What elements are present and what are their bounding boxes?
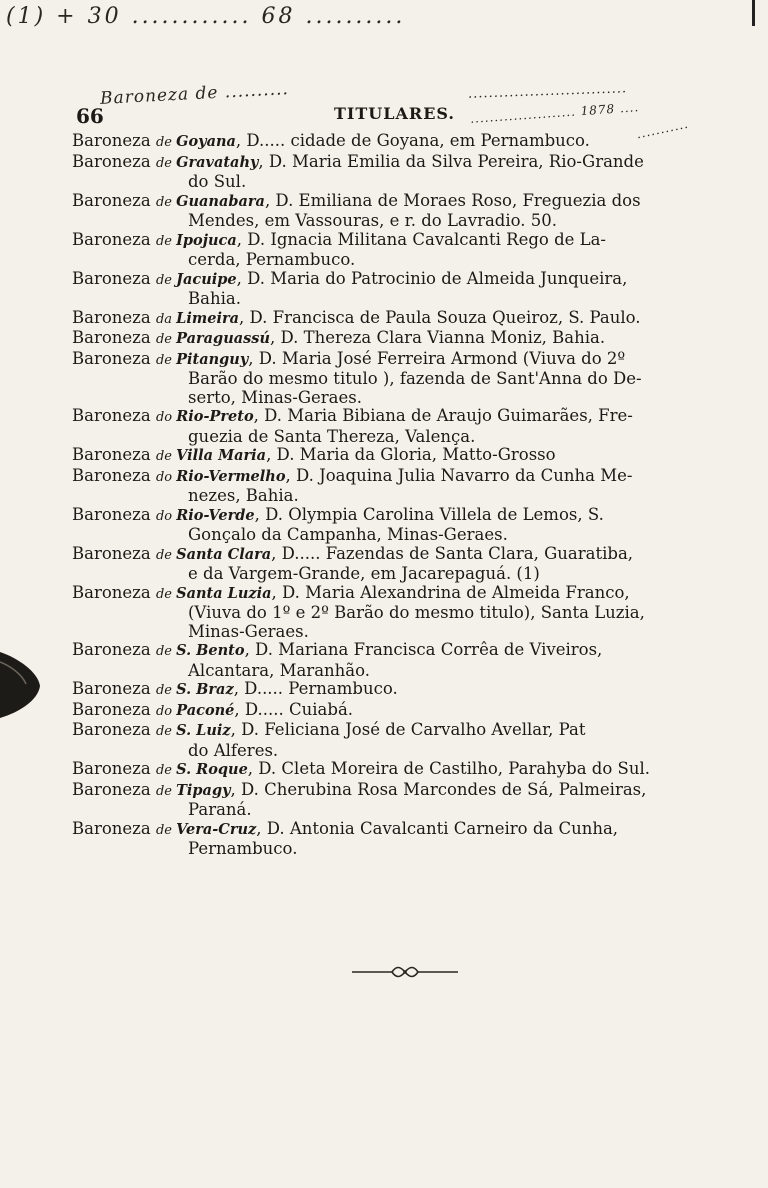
title-entry	[72, 192, 732, 231]
entry-title-name: Tipagy	[176, 781, 231, 799]
entry-text: , D. Ignacia Militana Cavalcanti Rego de La-	[236, 229, 607, 249]
entry-rank: Baroneza	[72, 268, 156, 288]
entry-title-name: Paconé	[176, 701, 235, 719]
title-entry	[72, 270, 732, 309]
entry-preposition: de	[155, 763, 177, 778]
title-entry	[72, 446, 732, 467]
entry-preposition: de	[155, 822, 177, 838]
entry-text: , D. Maria Emilia da Silva Pereira, Rio-Grande	[258, 151, 644, 171]
entry-rank: Baroneza	[72, 582, 156, 602]
entry-title-name: Paraguassú	[176, 330, 270, 347]
entry-text-continuation: Bahia.	[188, 289, 241, 308]
entry-title-name: S. Luiz	[176, 722, 231, 739]
title-entry	[72, 407, 732, 446]
running-head: TITULARES.	[334, 104, 455, 123]
title-entry	[72, 584, 732, 642]
entry-preposition: de	[155, 547, 177, 563]
entry-title-name: Jacuipe	[176, 270, 237, 288]
entry-text-continuation: Paraná.	[188, 800, 252, 819]
entry-preposition: de	[155, 194, 177, 210]
entry-title-name: Santa Luzia	[176, 584, 272, 602]
entry-title-name: Gravatahy	[176, 153, 259, 171]
entry-text-continuation: cerda, Pernambuco.	[188, 250, 356, 269]
entry-text-continuation: Gonçalo da Campanha, Minas-Geraes.	[188, 525, 508, 544]
entry-text-continuation: Barão do mesmo titulo ), fazenda de Sant'Anna do De-	[188, 369, 642, 388]
title-entry	[72, 350, 732, 408]
entry-text: , D. Joaquina Julia Navarro da Cunha Me-	[285, 465, 633, 485]
entry-title-name: S. Braz	[176, 681, 234, 698]
title-entry	[72, 309, 732, 330]
title-entry	[72, 153, 732, 192]
entry-preposition: de	[155, 449, 177, 464]
entry-title-name: Ipojuca	[176, 231, 237, 249]
title-entry	[72, 781, 732, 820]
entry-title-name: Santa Clara	[176, 545, 272, 563]
handwritten-note-header-right: ...............................	[467, 81, 628, 102]
entry-title-name: S. Bento	[176, 642, 245, 659]
entry-text: , D. Maria José Ferreira Armond (Viuva do 2º	[248, 348, 626, 368]
entry-title-name: Pitanguy	[176, 350, 249, 368]
entry-text: , D. Olympia Carolina Villela de Lemos, S.	[254, 504, 604, 524]
title-entries-list	[72, 132, 732, 859]
entry-preposition: do	[155, 469, 177, 485]
entry-text: , D. Cherubina Rosa Marcondes de Sá, Palmeiras,	[230, 779, 647, 799]
entry-rank: Baroneza	[72, 348, 156, 368]
entry-text-continuation: do Sul.	[188, 172, 247, 191]
entry-preposition: do	[155, 410, 177, 425]
entry-text: , D. Emiliana de Moraes Roso, Freguezia dos	[264, 190, 641, 210]
entry-preposition: de	[155, 155, 177, 171]
entry-title-name: Guanabara	[176, 192, 265, 210]
entry-text-continuation: guezia de Santa Thereza, Valença.	[188, 426, 476, 446]
entry-title-name: Rio-Preto	[176, 408, 254, 425]
entry-title-name: Vera-Cruz	[176, 820, 257, 838]
entry-title-name: S. Roque	[176, 761, 248, 778]
entry-text: , D. Cleta Moreira de Castilho, Parahyba do Sul.	[247, 759, 650, 778]
entry-text: , D..... Cuiabá.	[234, 699, 354, 719]
entry-text-continuation: serto, Minas-Geraes.	[188, 387, 362, 407]
entry-rank: Baroneza	[72, 445, 156, 464]
entry-text: , D. Maria da Gloria, Matto-Grosso	[266, 445, 556, 464]
entry-rank: Baroneza	[72, 307, 156, 327]
entry-rank: Baroneza	[72, 699, 156, 719]
entry-title-name: Rio-Verde	[176, 506, 255, 524]
entry-rank: Baroneza	[72, 229, 156, 249]
entry-rank: Baroneza	[72, 406, 156, 425]
entry-rank: Baroneza	[72, 151, 156, 171]
handwritten-note-header-right-2: ...................... 1878 ....	[469, 100, 640, 126]
entry-text: , D. Francisca de Paula Souza Queiroz, S. Paulo.	[239, 307, 641, 327]
entry-title-name: Goyana	[176, 133, 236, 150]
entry-title-name: Limeira	[176, 309, 239, 327]
entry-preposition: de	[155, 233, 177, 249]
title-entry	[72, 701, 732, 722]
entry-rank: Baroneza	[72, 818, 156, 838]
title-entry	[72, 680, 732, 701]
entry-rank: Baroneza	[72, 190, 156, 210]
entry-preposition: do	[155, 703, 177, 719]
entry-preposition: de	[155, 586, 177, 602]
title-entry	[72, 231, 732, 270]
title-entry	[72, 760, 732, 781]
entry-preposition: de	[155, 724, 177, 739]
entry-preposition: do	[155, 508, 177, 524]
entry-rank: Baroneza	[72, 131, 156, 150]
entry-title-name: Villa Maria	[176, 447, 267, 464]
entry-rank: Baroneza	[72, 720, 156, 739]
page-number: 66	[76, 104, 104, 128]
entry-rank: Baroneza	[72, 679, 156, 698]
entry-text: , D. Maria do Patrocinio de Almeida Junqueira,	[236, 268, 628, 288]
entry-text-continuation: Pernambuco.	[188, 839, 298, 858]
entry-preposition: de	[155, 644, 177, 659]
entry-text: , D. Antonia Cavalcanti Carneiro da Cunha,	[256, 818, 619, 838]
entry-text: , D..... Pernambuco.	[233, 679, 398, 698]
handwritten-note-top: (1) + 30 ............ 68 ..........	[6, 4, 406, 29]
title-entry	[72, 506, 732, 545]
title-entry	[72, 545, 732, 584]
entry-text-continuation: Alcantara, Maranhão.	[188, 660, 371, 680]
entry-text: , D..... cidade de Goyana, em Pernambuco.	[235, 131, 590, 150]
entry-text-continuation: nezes, Bahia.	[188, 486, 299, 505]
entry-text: , D. Mariana Francisca Corrêa de Viveiros,	[244, 640, 603, 659]
entry-text: , D. Maria Bibiana de Araujo Guimarães, Fre-	[253, 406, 633, 425]
page-edge-mark	[752, 0, 755, 26]
entry-text: , D. Maria Alexandrina de Almeida Franco,	[271, 582, 630, 602]
title-entry	[72, 820, 732, 859]
entry-rank: Baroneza	[72, 328, 156, 347]
title-entry	[72, 721, 732, 760]
binding-shadow	[0, 648, 42, 720]
title-entry	[72, 329, 732, 350]
entry-preposition: da	[155, 311, 177, 327]
handwritten-note-header-right-3: ...........	[635, 116, 690, 142]
entry-preposition: de	[155, 683, 177, 698]
end-ornament-icon	[350, 964, 460, 980]
handwritten-note-header-left: Baroneza de ..........	[99, 79, 290, 109]
title-entry	[72, 467, 732, 506]
entry-preposition: de	[155, 135, 177, 150]
entry-preposition: de	[155, 332, 177, 347]
entry-rank: Baroneza	[72, 759, 156, 778]
entry-title-name: Rio-Vermelho	[176, 467, 286, 485]
entry-text-continuation: e da Vargem-Grande, em Jacarepaguá. (1)	[188, 564, 540, 583]
entry-text-continuation: Mendes, em Vassouras, e r. do Lavradio. 50.	[188, 211, 558, 230]
entry-text-continuation: do Alferes.	[188, 740, 279, 760]
entry-rank: Baroneza	[72, 465, 156, 485]
entry-text-continuation: Minas-Geraes.	[188, 621, 309, 641]
entry-preposition: de	[155, 783, 177, 799]
entry-preposition: de	[155, 352, 177, 368]
entry-rank: Baroneza	[72, 504, 156, 524]
entry-rank: Baroneza	[72, 543, 156, 563]
entry-rank: Baroneza	[72, 640, 156, 659]
title-entry	[72, 641, 732, 680]
title-entry	[72, 132, 732, 153]
entry-text: , D..... Fazendas de Santa Clara, Guaratiba,	[271, 543, 634, 563]
entry-rank: Baroneza	[72, 779, 156, 799]
entry-text: , D. Feliciana José de Carvalho Avellar, Pat	[230, 720, 586, 739]
entry-preposition: de	[155, 272, 177, 288]
entry-text-continuation: (Viuva do 1º e 2º Barão do mesmo titulo), Santa Luzia,	[188, 603, 645, 622]
entry-text: , D. Thereza Clara Vianna Moniz, Bahia.	[270, 328, 606, 347]
